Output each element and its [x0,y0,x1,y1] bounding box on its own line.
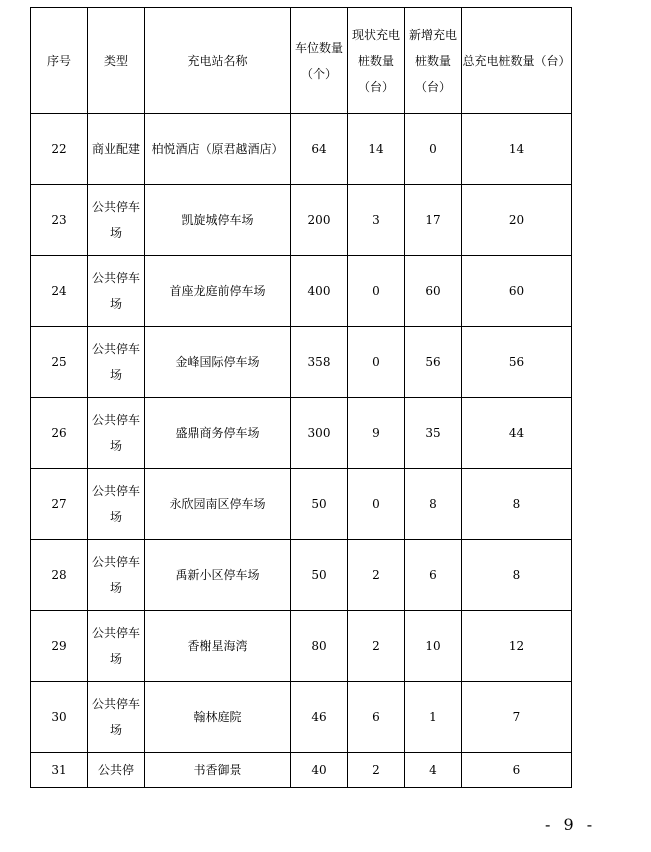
cell-existing: 0 [348,469,405,540]
cell-existing: 2 [348,540,405,611]
cell-no: 22 [31,114,88,185]
table-row [31,611,572,682]
cell-name: 首座龙庭前停车场 [145,256,291,327]
cell-name: 凯旋城停车场 [145,185,291,256]
cell-new: 0 [405,114,462,185]
cell-name: 翰林庭院 [145,682,291,753]
cell-type: 公共停车场 [88,256,145,327]
cell-type: 商业配建 [88,114,145,185]
cell-spaces: 64 [291,114,348,185]
table-row [31,682,572,753]
cell-type: 公共停车场 [88,398,145,469]
page-number: - 9 - [545,815,597,834]
cell-existing: 3 [348,185,405,256]
cell-type: 公共停车场 [88,611,145,682]
cell-no: 31 [31,753,88,788]
cell-spaces: 50 [291,469,348,540]
cell-no: 29 [31,611,88,682]
cell-existing: 2 [348,611,405,682]
table-row [31,753,572,788]
cell-existing: 14 [348,114,405,185]
cell-new: 35 [405,398,462,469]
header-cell-no: 序号 [31,8,88,114]
cell-name: 禹新小区停车场 [145,540,291,611]
cell-type: 公共停车场 [88,327,145,398]
header-cell-type: 类型 [88,8,145,114]
cell-no: 25 [31,327,88,398]
cell-spaces: 50 [291,540,348,611]
cell-total: 60 [462,256,572,327]
cell-existing: 0 [348,327,405,398]
cell-total: 8 [462,540,572,611]
cell-spaces: 300 [291,398,348,469]
table-row [31,398,572,469]
cell-type: 公共停 [88,753,145,788]
header-cell-spaces: 车位数量（个） [291,8,348,114]
cell-total: 6 [462,753,572,788]
header-cell-total: 总充电桩数量（台） [462,8,572,114]
cell-no: 27 [31,469,88,540]
cell-spaces: 400 [291,256,348,327]
cell-name: 盛鼎商务停车场 [145,398,291,469]
cell-new: 10 [405,611,462,682]
cell-existing: 0 [348,256,405,327]
cell-new: 17 [405,185,462,256]
cell-name: 书香御景 [145,753,291,788]
cell-spaces: 358 [291,327,348,398]
table-row [31,327,572,398]
table-row [31,114,572,185]
cell-name: 香榭星海湾 [145,611,291,682]
cell-existing: 6 [348,682,405,753]
cell-spaces: 200 [291,185,348,256]
cell-spaces: 80 [291,611,348,682]
cell-no: 23 [31,185,88,256]
cell-type: 公共停车场 [88,540,145,611]
header-row [31,8,572,114]
table-row [31,469,572,540]
cell-name: 永欣园南区停车场 [145,469,291,540]
cell-new: 1 [405,682,462,753]
cell-new: 6 [405,540,462,611]
cell-total: 8 [462,469,572,540]
cell-new: 4 [405,753,462,788]
cell-type: 公共停车场 [88,469,145,540]
cell-new: 60 [405,256,462,327]
cell-total: 7 [462,682,572,753]
cell-new: 56 [405,327,462,398]
cell-spaces: 40 [291,753,348,788]
header-cell-new: 新增充电桩数量（台） [405,8,462,114]
cell-no: 28 [31,540,88,611]
cell-total: 44 [462,398,572,469]
cell-total: 56 [462,327,572,398]
table-row [31,540,572,611]
header-cell-existing: 现状充电桩数量（台） [348,8,405,114]
table-row [31,185,572,256]
charging-station-table [30,7,572,788]
cell-no: 24 [31,256,88,327]
cell-name: 柏悦酒店（原君越酒店） [145,114,291,185]
cell-total: 20 [462,185,572,256]
table-row [31,256,572,327]
cell-existing: 9 [348,398,405,469]
cell-no: 26 [31,398,88,469]
cell-existing: 2 [348,753,405,788]
cell-type: 公共停车场 [88,682,145,753]
cell-type: 公共停车场 [88,185,145,256]
cell-no: 30 [31,682,88,753]
cell-total: 12 [462,611,572,682]
cell-new: 8 [405,469,462,540]
cell-name: 金峰国际停车场 [145,327,291,398]
cell-spaces: 46 [291,682,348,753]
header-cell-name: 充电站名称 [145,8,291,114]
cell-total: 14 [462,114,572,185]
